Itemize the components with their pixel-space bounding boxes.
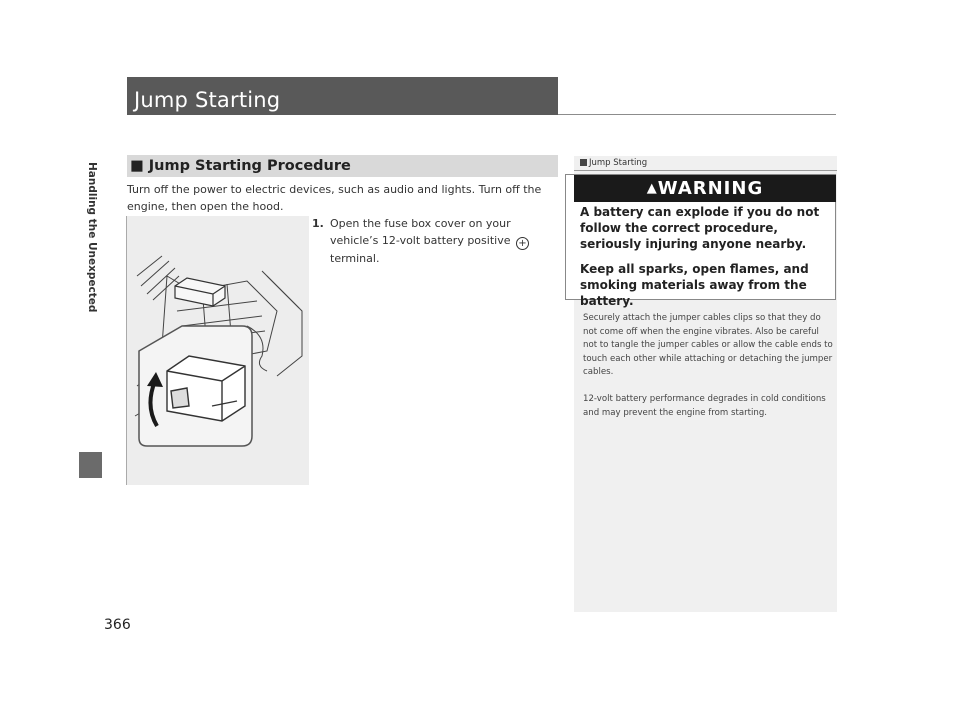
section-heading-text: Jump Starting Procedure	[148, 158, 351, 174]
note-rule	[574, 170, 837, 171]
warning-text-1: A battery can explode if you do not follow the correct procedure, seriously injuring anyone nearby.	[580, 205, 820, 251]
note-header-text: Jump Starting	[589, 158, 648, 168]
title-rule	[558, 114, 836, 115]
battery-fuse-box-drawing	[127, 216, 309, 485]
side-tab-label-wrap	[86, 162, 100, 452]
note-paragraph-2: 12-volt battery performance degrades in cold conditions and may prevent the engine from starting.	[583, 394, 826, 418]
warning-text-2: Keep all sparks, open flames, and smoking materials away from the battery.	[580, 262, 809, 308]
battery-illustration	[126, 216, 309, 485]
intro-text: Turn off the power to electric devices, such as audio and lights. Turn off the engine, then open the hood.	[127, 183, 542, 213]
side-tab[interactable]	[79, 452, 102, 478]
section-heading	[130, 158, 351, 174]
warning-triangle-icon: ▲	[646, 181, 658, 196]
warning-title-text: WARNING	[657, 178, 764, 199]
page-title: Jump Starting	[134, 88, 281, 112]
warning-title	[574, 178, 836, 199]
page-number: 366	[104, 617, 131, 633]
note-header	[580, 158, 647, 168]
section-marker: ■	[130, 158, 144, 174]
step-text-after: terminal.	[330, 252, 380, 265]
side-tab-label: Handling the Unexpected	[86, 162, 98, 313]
note-marker-icon	[580, 159, 587, 166]
step-number: 1.	[312, 217, 324, 230]
step-text	[330, 215, 555, 267]
step-text-before: Open the fuse box cover on your vehicle’s 12-volt battery positive	[330, 217, 511, 247]
positive-terminal-icon: +	[516, 237, 529, 250]
note-paragraph-1: Securely attach the jumper cables clips so that they do not come off when the engine vibrates. Also be careful not to tangle the jumper cables or allow the cable ends to touch each other while attaching or detaching the jumper cables.	[583, 313, 833, 377]
